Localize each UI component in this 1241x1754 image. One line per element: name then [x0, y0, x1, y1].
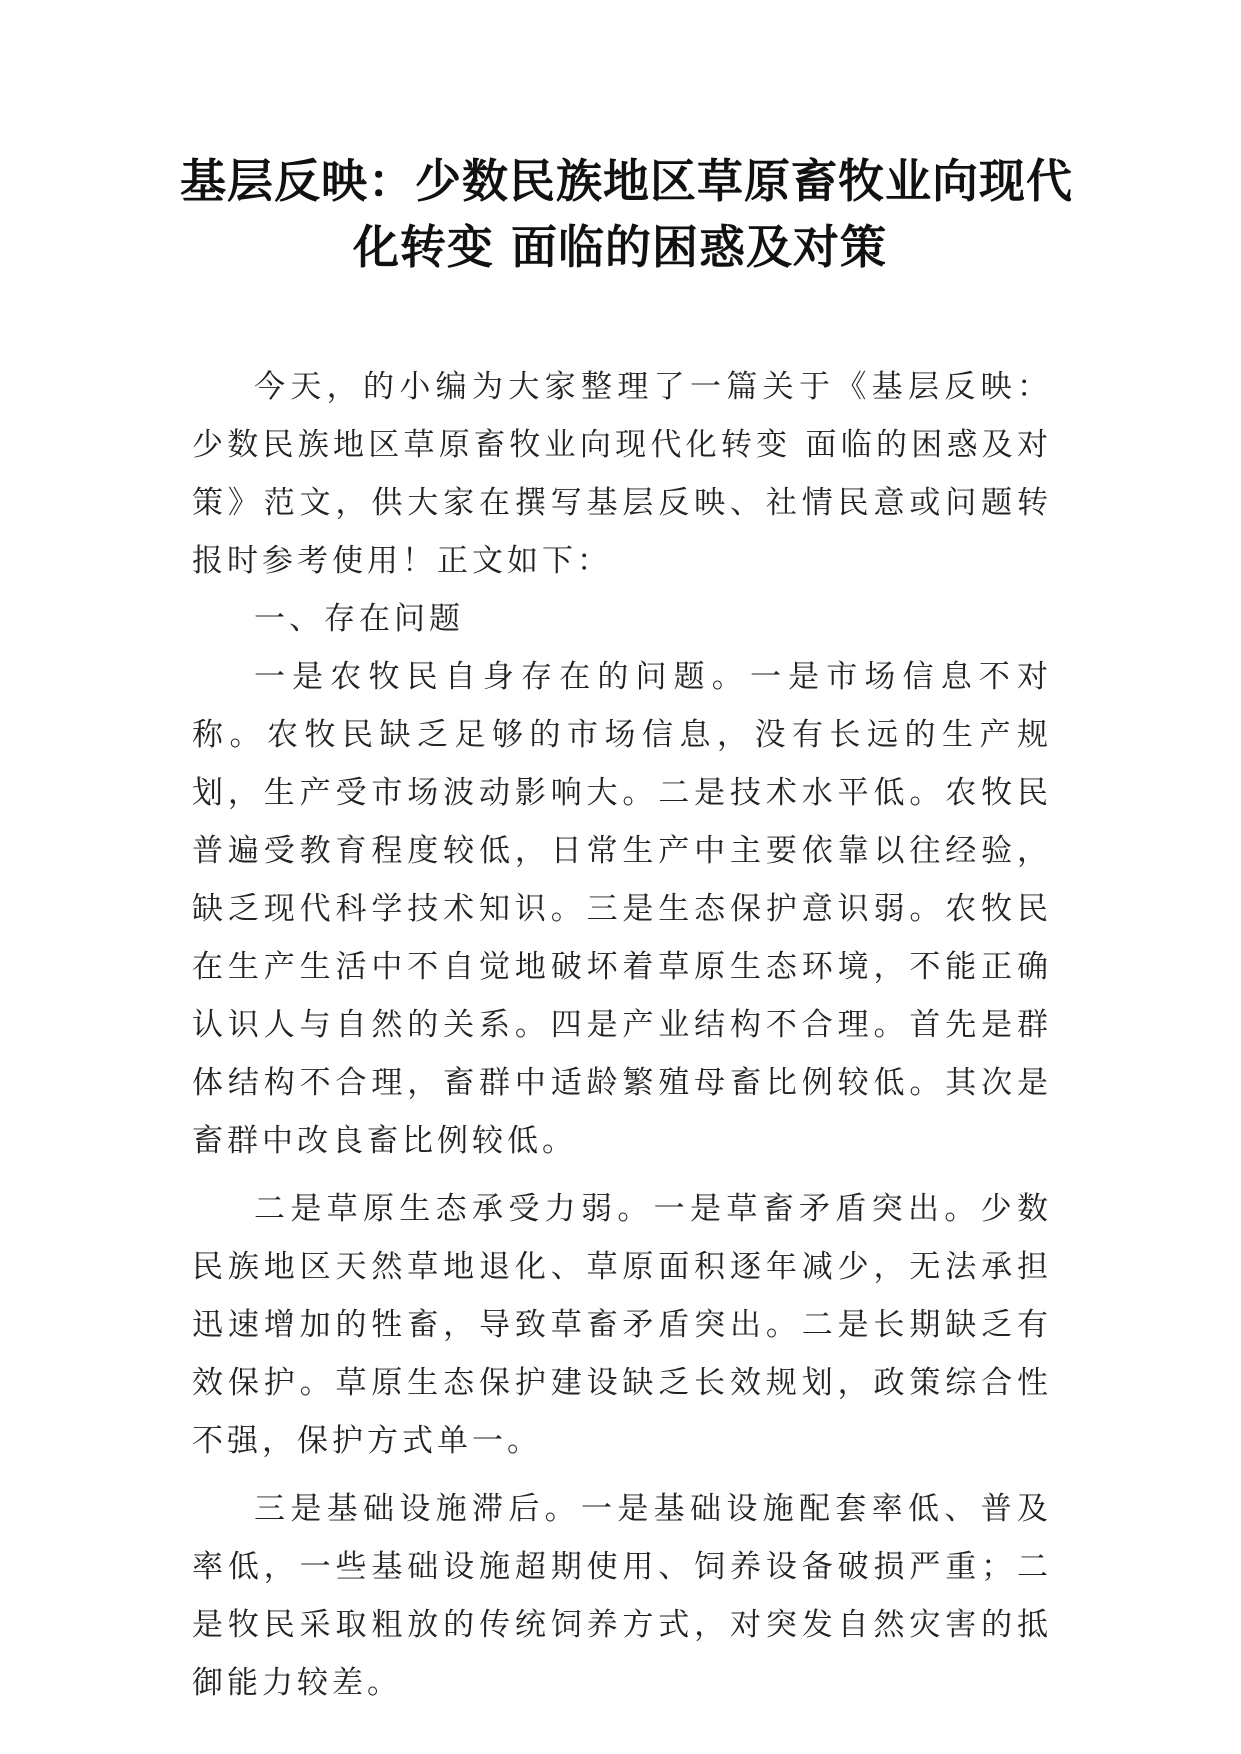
title-line-2: 化转变 面临的困惑及对策 — [352, 220, 887, 274]
paragraph-farmers-issues: 一是农牧民自身存在的问题。一是市场信息不对称。农牧民缺乏足够的市场信息，没有长远的生产规划，生产受市场波动影响大。二是技术水平低。农牧民普遍受教育程度较低，日常生产中主要依靠以往经验，缺乏现代科学技术知识。三是生态保护意识弱。农牧民在生产生活中不自觉地破坏着草原生态环境，不能正确认识人与自然的关系。四是产业结构不合理。首先是群体结构不合理，畜群中适龄繁殖母畜比例较低。其次是畜群中改良畜比例较低。 — [192, 659, 1052, 1159]
paragraph-infrastructure: 三是基础设施滞后。一是基础设施配套率低、普及率低，一些基础设施超期使用、饲养设备破损严重；二是牧民采取粗放的传统饲养方式，对突发自然灾害的抵御能力较差。 — [192, 1491, 1052, 1701]
title-line-1: 基层反映：少数民族地区草原畜牧业向现代 — [180, 154, 1073, 208]
paragraph-grassland-ecology: 二是草原生态承受力弱。一是草畜矛盾突出。少数民族地区天然草地退化、草原面积逐年减少，无法承担迅速增加的牲畜，导致草畜矛盾突出。二是长期缺乏有效保护。草原生态保护建设缺乏长效规划，政策综合性不强，保护方式单一。 — [192, 1191, 1052, 1459]
document-title — [180, 148, 1073, 280]
document-body — [192, 358, 1052, 1712]
section-heading-problems: 一、存在问题 — [254, 601, 464, 637]
intro-paragraph: 今天，的小编为大家整理了一篇关于《基层反映：少数民族地区草原畜牧业向现代化转变 面临的困惑及对策》范文，供大家在撰写基层反映、社情民意或问题转报时参考使用！正文如下： — [192, 369, 1052, 579]
